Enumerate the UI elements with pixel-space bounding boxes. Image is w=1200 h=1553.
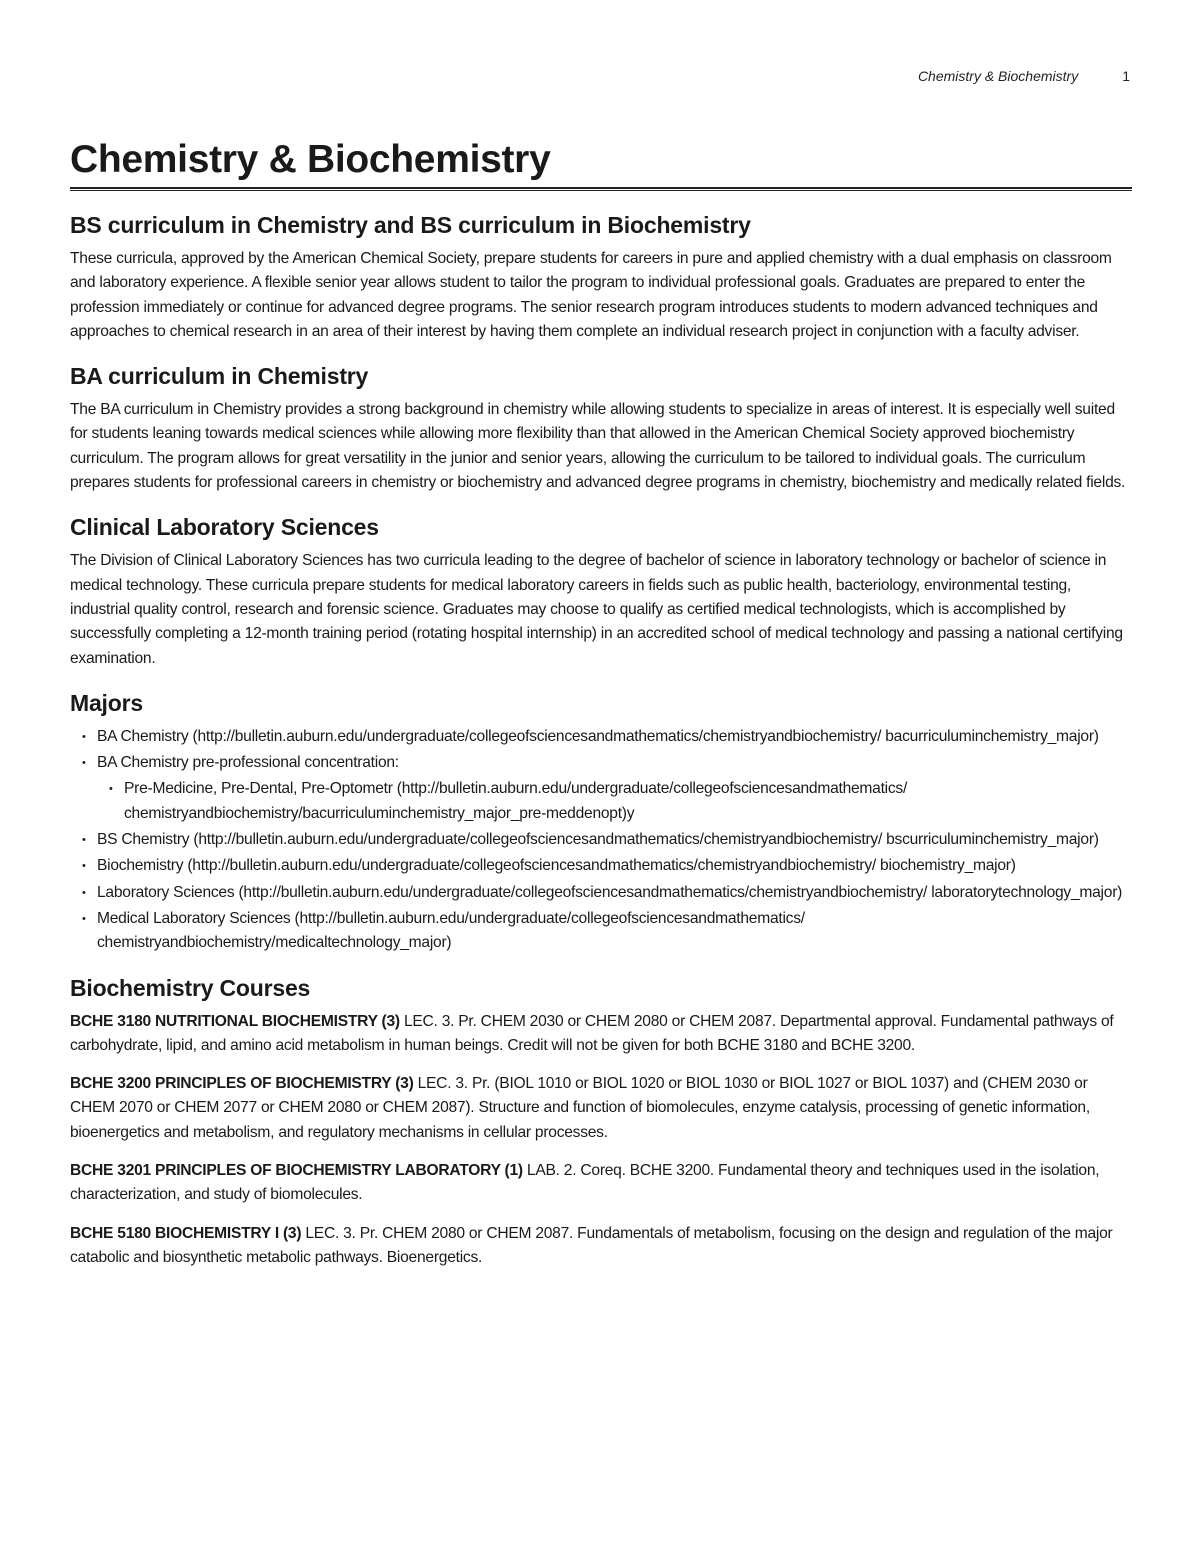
major-medical-laboratory-sciences[interactable]: • Medical Laboratory Sciences (http://bulletin.auburn.edu/undergraduate/collegeofsciencesandmathematics/ chemistryandbiochemistry/medicaltechnology_major) (70, 907, 1132, 956)
major-biochemistry[interactable]: • Biochemistry (http://bulletin.auburn.edu/undergraduate/collegeofsciencesandmathematics/chemistryandbiochemistry/ biochemistry_major) (70, 854, 1132, 878)
major-laboratory-sciences[interactable]: • Laboratory Sciences (http://bulletin.auburn.edu/undergraduate/collegeofsciencesandmathematics/chemistryandbiochemistry/ laboratorytechnology_major) (70, 881, 1132, 905)
ba-heading: BA curriculum in Chemistry (70, 363, 369, 390)
courses-heading: Biochemistry Courses (70, 974, 311, 1001)
running-header (918, 68, 1130, 84)
course-bche-3200 (70, 1072, 1132, 1145)
page-number: 1 (1122, 68, 1130, 84)
course-bche-3180 (70, 1010, 1132, 1059)
course-description: LEC. 3. Pr. CHEM 2080 or CHEM 2087. Fundamentals of metabolism, focusing on the design and regulation of the major catabolic and biosynthetic metabolic pathways. Bioenergetics. (70, 1224, 1113, 1266)
document-body (70, 136, 1132, 1284)
bs-heading: BS curriculum in Chemistry and BS curriculum in Biochemistry (70, 212, 751, 238)
major-bs-chemistry[interactable]: • BS Chemistry (http://bulletin.auburn.edu/undergraduate/collegeofsciencesandmathematics/chemistryandbiochemistry/ bscurriculuminchemistry_major) (70, 828, 1132, 852)
course-title: BCHE 3201 PRINCIPLES OF BIOCHEMISTRY LABORATORY (1) (70, 1162, 523, 1180)
course-description: LEC. 3. Pr. CHEM 2030 or CHEM 2080 or CHEM 2087. Departmental approval. Fundamental pathways of carbohydrate, lipid, and amino acid metabolism in human beings. Credit will not be given for both BCHE 3180 and BCHE 3200. (70, 1012, 1114, 1054)
cls-heading: Clinical Laboratory Sciences (70, 514, 379, 541)
course-title: BCHE 3200 PRINCIPLES OF BIOCHEMISTRY (3) (70, 1075, 414, 1093)
majors-heading: Majors (70, 689, 143, 716)
course-description: LAB. 2. Coreq. BCHE 3200. Fundamental theory and techniques used in the isolation, characterization, and study of biomolecules. (70, 1162, 1100, 1204)
major-pre-med-den-opt[interactable]: • Pre-Medicine, Pre-Dental, Pre-Optometr (http://bulletin.auburn.edu/undergraduate/collegeofsciencesandmathematics/ chemistryandbiochemistry/bacurriculuminchemistry_major_pre-meddenopt)y (97, 777, 1132, 826)
preprofessional-sublist (97, 777, 1132, 826)
major-ba-preprofessional-label: BA Chemistry pre-professional concentration: (97, 754, 399, 772)
course-title: BCHE 3180 NUTRITIONAL BIOCHEMISTRY (3) (70, 1012, 400, 1030)
ba-body: The BA curriculum in Chemistry provides a strong background in chemistry while allowing students to specialize in areas of interest. It is especially well suited for students leaning towards medical sciences while allowing more flexibility than that allowed in the American Chemical Society approved biochemistry curriculum. The program allows for great versatility in the junior and senior years, allowing the curriculum to be tailored to individual goals. The curriculum prepares students for professional careers in chemistry or biochemistry and advanced degree programs in chemistry, biochemistry and medically related fields. (70, 401, 1126, 492)
course-description: LEC. 3. Pr. (BIOL 1010 or BIOL 1020 or BIOL 1030 or BIOL 1027 or BIOL 1037) and (CHEM 2030 or CHEM 2070 or CHEM 2077 or CHEM 2080 or CHEM 2087). Structure and function of biomolecules, enzyme catalysis, processing of genetic information, bioenergetics and metabolism, and regulatory mechanisms in cellular processes. (70, 1075, 1090, 1141)
majors-list (70, 725, 1132, 956)
major-ba-chemistry[interactable]: • BA Chemistry (http://bulletin.auburn.edu/undergraduate/collegeofsciencesandmathematics/chemistryandbiochemistry/ bacurriculuminchemistry_major) (70, 725, 1132, 749)
major-ba-preprofessional (70, 751, 1132, 826)
page-title: Chemistry & Biochemistry (70, 138, 551, 181)
bs-body: These curricula, approved by the American Chemical Society, prepare students for careers in pure and applied chemistry with a dual emphasis on classroom and laboratory experience. A flexible senior year allows student to tailor the program to individual professional goals. Graduates are prepared to enter the profession immediately or continue for advanced degree programs. The senior research program introduces students to modern advanced techniques and approaches to chemical research in an area of their interest by having them complete an individual research project in conjunction with a faculty adviser. (70, 250, 1112, 340)
cls-body: The Division of Clinical Laboratory Sciences has two curricula leading to the degree of bachelor of science in laboratory technology or bachelor of science in medical technology. These curricula prepare students for medical laboratory careers in fields such as public health, bacteriology, environmental testing, industrial quality control, research and forensic science. Graduates may choose to qualify as certified medical technologists, which is accomplished by successfully completing a 12-month training period (rotating hospital internship) in an accredited school of medical technology and passing a national certifying examination. (70, 552, 1123, 667)
title-rule (70, 187, 1132, 191)
running-header-title: Chemistry & Biochemistry (917, 68, 1079, 84)
course-bche-3201 (70, 1159, 1132, 1208)
course-title: BCHE 5180 BIOCHEMISTRY I (3) (70, 1224, 302, 1242)
course-bche-5180 (70, 1222, 1132, 1271)
